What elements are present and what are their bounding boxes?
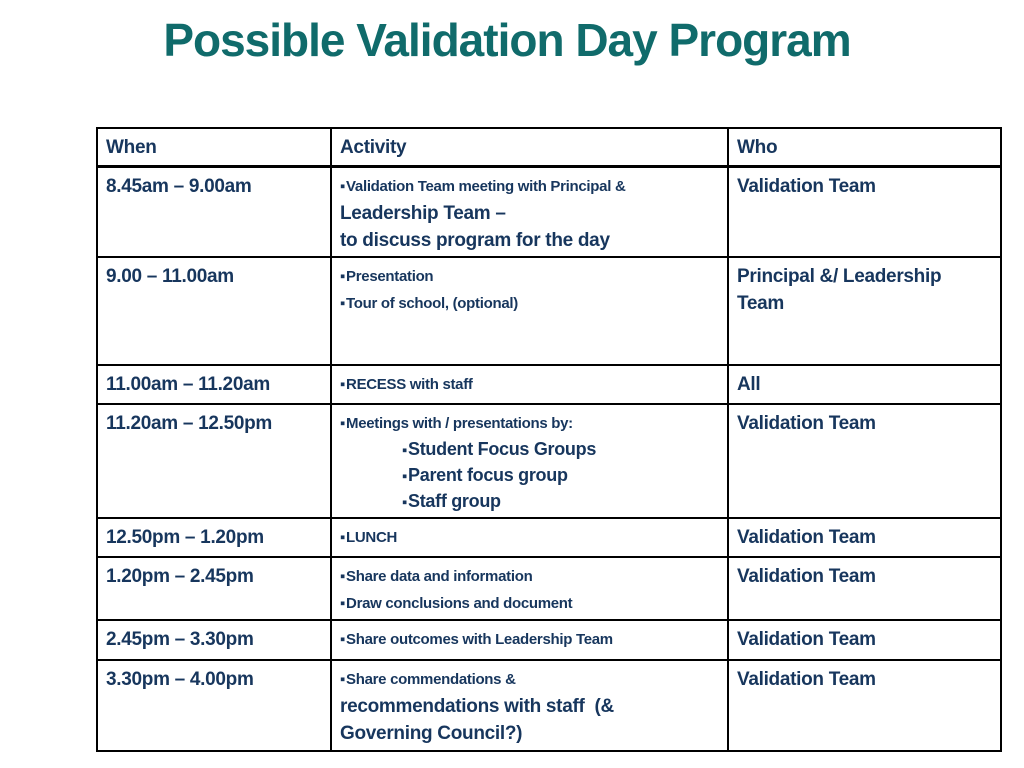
activity-cell xyxy=(331,660,728,751)
page-title: Possible Validation Day Program xyxy=(163,14,851,66)
table-row xyxy=(97,257,1001,365)
when-cell: 3.30pm – 4.00pm xyxy=(97,660,331,751)
bullet-icon: ▪ xyxy=(340,670,346,688)
bullet-icon: ▪ xyxy=(402,493,408,511)
program-table xyxy=(96,127,1002,752)
activity-bullet-line: ▪Share commendations & xyxy=(340,670,516,688)
activity-bullet-line: ▪Parent focus group xyxy=(402,464,568,485)
header-row xyxy=(97,128,1001,166)
when-cell: 12.50pm – 1.20pm xyxy=(97,518,331,557)
table-row xyxy=(97,365,1001,404)
activity-bullet-line: ▪Share data and information xyxy=(340,567,533,585)
when-cell: 2.45pm – 3.30pm xyxy=(97,620,331,660)
activity-bullet-line: ▪Validation Team meeting with Principal & xyxy=(340,177,626,195)
activity-bullet-line: ▪Student Focus Groups xyxy=(402,438,597,459)
column-header-activity: Activity xyxy=(331,128,728,166)
table-row xyxy=(97,557,1001,620)
when-cell: 9.00 – 11.00am xyxy=(97,257,331,365)
bullet-icon: ▪ xyxy=(340,567,346,585)
who-cell: Principal &/ Leadership Team xyxy=(728,257,1001,365)
activity-line: Leadership Team – xyxy=(340,202,506,224)
who-cell: Validation Team xyxy=(728,404,1001,518)
activity-cell xyxy=(331,518,728,557)
table-row xyxy=(97,166,1001,257)
activity-bullet-line: ▪RECESS with staff xyxy=(340,375,473,393)
activity-cell xyxy=(331,557,728,620)
bullet-icon: ▪ xyxy=(340,594,346,612)
activity-bullet-line: ▪LUNCH xyxy=(340,528,398,546)
column-header-when: When xyxy=(97,128,331,166)
bullet-icon: ▪ xyxy=(340,528,346,546)
when-cell: 1.20pm – 2.45pm xyxy=(97,557,331,620)
table-row xyxy=(97,620,1001,660)
table-body xyxy=(97,166,1001,751)
who-cell: Validation Team xyxy=(728,620,1001,660)
bullet-icon: ▪ xyxy=(340,294,346,312)
activity-cell xyxy=(331,257,728,365)
who-cell: Validation Team xyxy=(728,166,1001,257)
activity-bullet-line: ▪Staff group xyxy=(402,490,501,511)
when-cell: 8.45am – 9.00am xyxy=(97,166,331,257)
activity-cell xyxy=(331,404,728,518)
activity-line: Governing Council?) xyxy=(340,722,523,744)
who-cell: All xyxy=(728,365,1001,404)
bullet-icon: ▪ xyxy=(402,467,408,485)
who-cell: Validation Team xyxy=(728,660,1001,751)
table-row xyxy=(97,404,1001,518)
column-header-who: Who xyxy=(728,128,1001,166)
activity-bullet-line: ▪Tour of school, (optional) xyxy=(340,294,518,312)
who-cell: Validation Team xyxy=(728,518,1001,557)
activity-line: recommendations with staff (& xyxy=(340,695,614,717)
activity-bullet-line: ▪Meetings with / presentations by: xyxy=(340,414,573,432)
who-cell: Validation Team xyxy=(728,557,1001,620)
bullet-icon: ▪ xyxy=(340,630,346,648)
activity-cell xyxy=(331,365,728,404)
when-cell: 11.00am – 11.20am xyxy=(97,365,331,404)
activity-line: to discuss program for the day xyxy=(340,229,610,251)
bullet-icon: ▪ xyxy=(340,414,346,432)
activity-bullet-line: ▪Draw conclusions and document xyxy=(340,594,573,612)
bullet-icon: ▪ xyxy=(402,441,408,459)
bullet-icon: ▪ xyxy=(340,375,346,393)
table-row xyxy=(97,660,1001,751)
activity-cell xyxy=(331,166,728,257)
bullet-icon: ▪ xyxy=(340,267,346,285)
activity-cell xyxy=(331,620,728,660)
activity-bullet-line: ▪Presentation xyxy=(340,267,434,285)
when-cell: 11.20am – 12.50pm xyxy=(97,404,331,518)
activity-bullet-line: ▪Share outcomes with Leadership Team xyxy=(340,630,613,648)
table-row xyxy=(97,518,1001,557)
bullet-icon: ▪ xyxy=(340,177,346,195)
